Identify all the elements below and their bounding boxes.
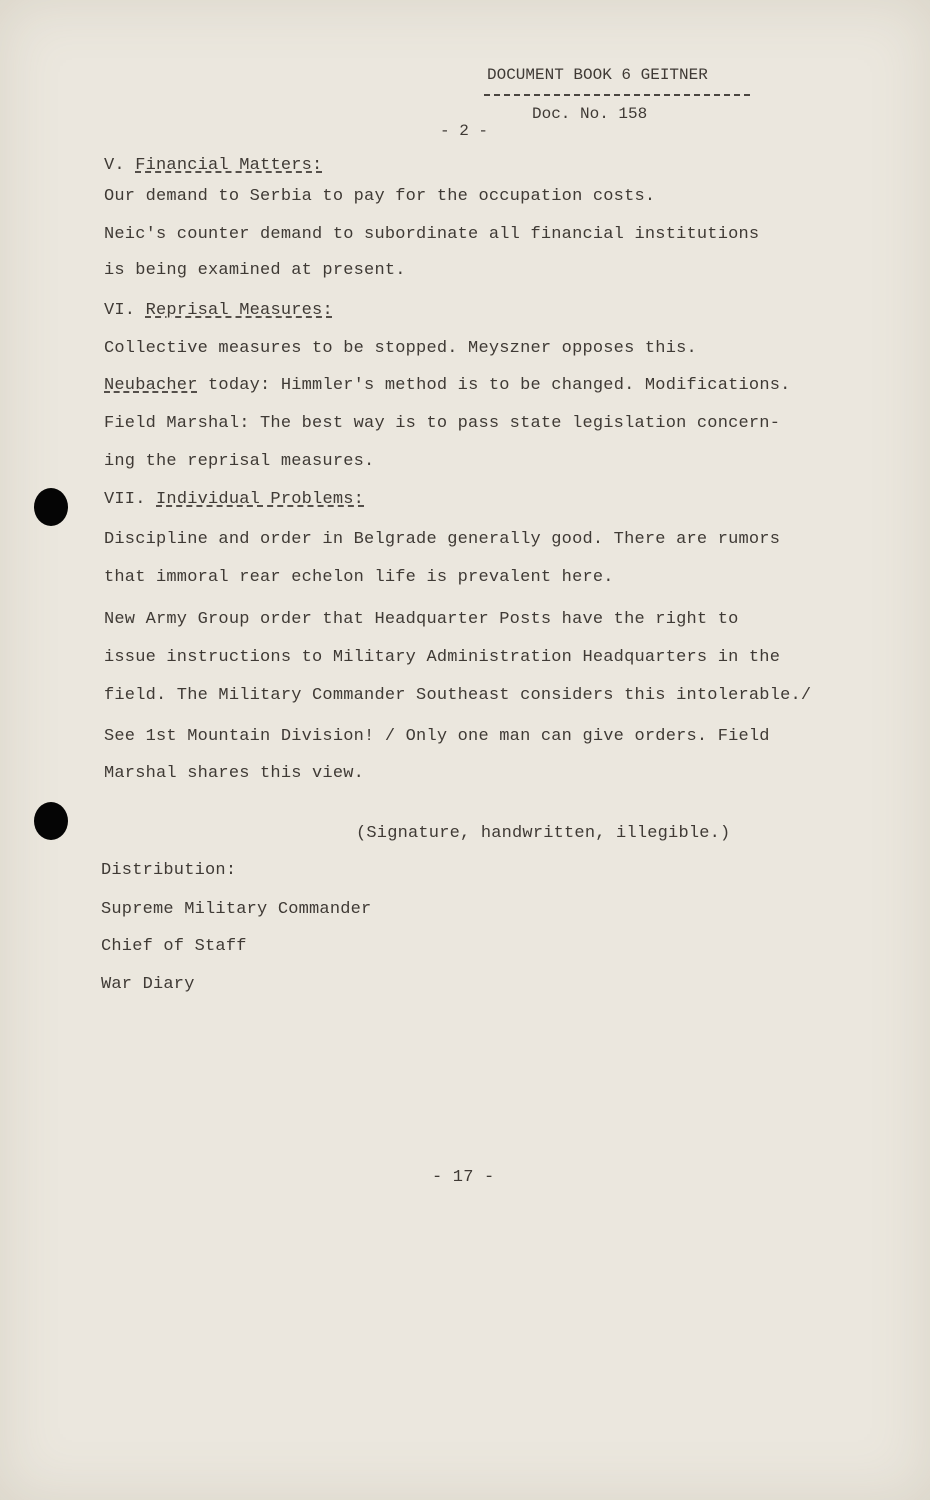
section-v-line-2: Neic's counter demand to subordinate all financial institutions xyxy=(104,225,760,244)
punch-hole-bottom xyxy=(34,802,68,840)
section-v-heading: V. Financial Matters: xyxy=(104,156,323,175)
section-vi-line-4: ing the reprisal measures. xyxy=(104,452,375,471)
section-vii-line-1: Discipline and order in Belgrade generally good. There are rumors xyxy=(104,530,781,549)
section-vii-line-4: issue instructions to Military Administration Headquarters in the xyxy=(104,648,781,667)
section-vi-line-1: Collective measures to be stopped. Meyszner opposes this. xyxy=(104,339,697,358)
distribution-label: Distribution: xyxy=(101,861,237,880)
section-vii-heading: VII. Individual Problems: xyxy=(104,490,365,509)
distribution-item: Supreme Military Commander xyxy=(101,900,372,919)
section-vi-heading: VI. Reprisal Measures: xyxy=(104,301,333,320)
section-v-line-1: Our demand to Serbia to pay for the occupation costs. xyxy=(104,187,656,206)
distribution-item: War Diary xyxy=(101,975,195,994)
section-vii-line-6: See 1st Mountain Division! / Only one man can give orders. Field xyxy=(104,727,770,746)
page-number-bottom: - 17 - xyxy=(432,1168,495,1187)
document-book-title: DOCUMENT BOOK 6 GEITNER xyxy=(487,66,708,84)
header-rule xyxy=(484,94,750,96)
section-vi-line-3: Field Marshal: The best way is to pass state legislation concern- xyxy=(104,414,781,433)
section-vii-line-3: New Army Group order that Headquarter Posts have the right to xyxy=(104,610,739,629)
distribution-item: Chief of Staff xyxy=(101,937,247,956)
document-number: Doc. No. 158 xyxy=(532,105,648,123)
section-vii-line-2: that immoral rear echelon life is prevalent here. xyxy=(104,568,614,587)
signature-note: (Signature, handwritten, illegible.) xyxy=(356,824,731,843)
section-v-line-3: is being examined at present. xyxy=(104,261,406,280)
section-vii-line-5: field. The Military Commander Southeast considers this intolerable./ xyxy=(104,686,812,705)
page-number-top: - 2 - xyxy=(440,122,489,140)
section-vi-line-2: Neubacher today: Himmler's method is to be changed. Modifications. xyxy=(104,376,791,395)
punch-hole-top xyxy=(34,488,68,526)
section-vii-line-7: Marshal shares this view. xyxy=(104,764,365,783)
